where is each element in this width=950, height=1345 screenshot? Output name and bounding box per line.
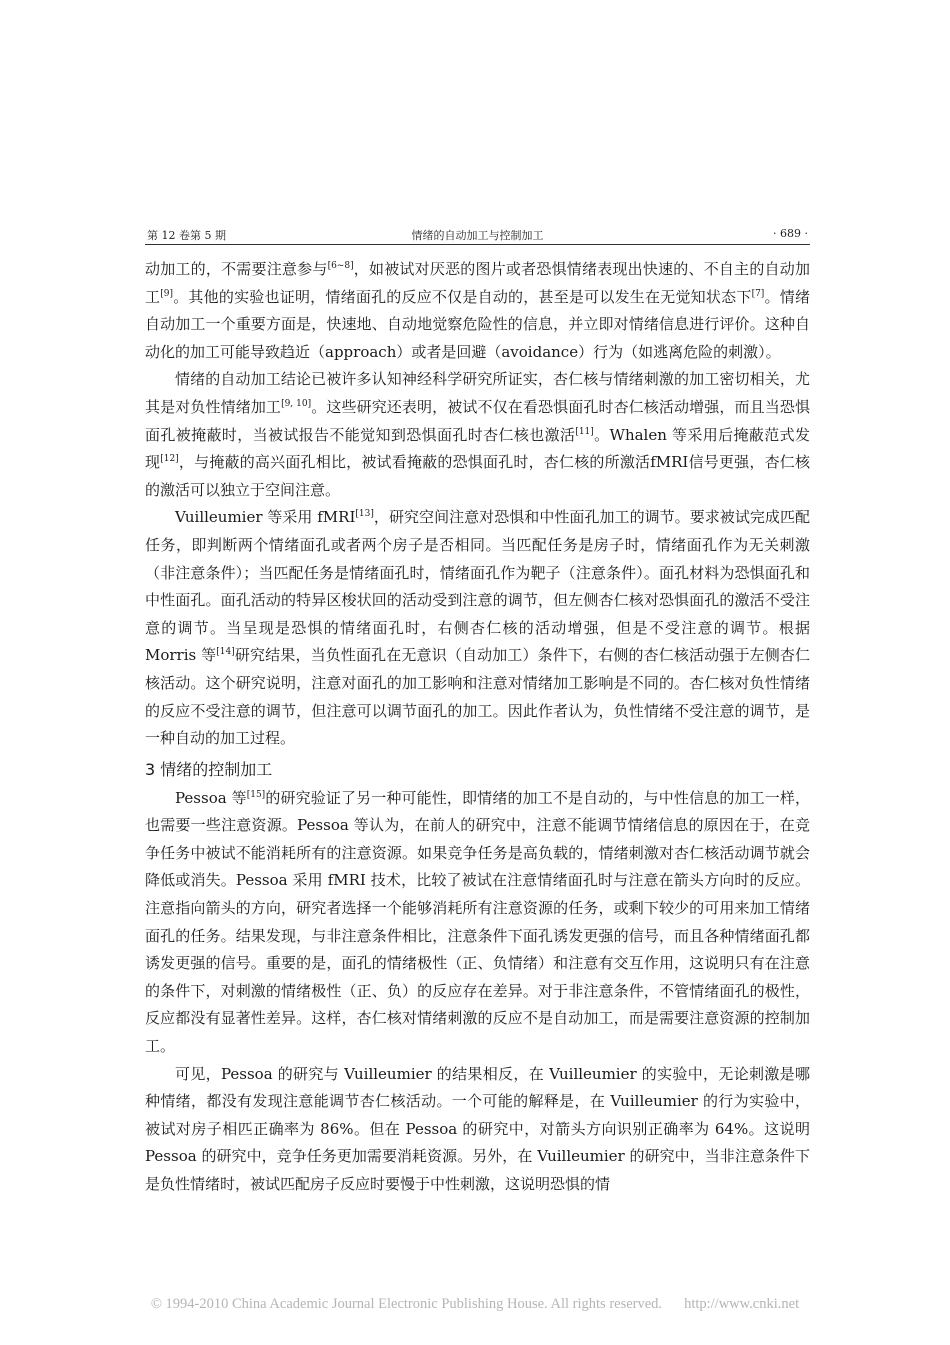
citation-ref: [12] — [160, 454, 179, 465]
paragraph-vuilleumier: Vuilleumier 等采用 fMRI[13]，研究空间注意对恐惧和中性面孔加工的调节。要求被试完成匹配任务，即判断两个情绪面孔或者两个房子是否相同。当匹配任务是房子时，情绪面孔作为无关刺激（非注意条件）；当匹配任务是情绪面孔时，情绪面孔作为靶子（注意条件）。面孔材料为恐惧面孔和中性面孔。面孔活动的特异区梭状回的活动受到注意的调节，但左侧杏仁核对恐惧面孔的激活不受注意的调节。当呈现是恐惧的情绪面孔时，右侧杏仁核的活动增强，但是不受注意的调节。根据 Morris 等[14]研究结果，当负性面孔在无意识（自动加工）条件下，右侧的杏仁核活动强于左侧杏仁核活动。这个研究说明，注意对面孔的加工影响和注意对情绪加工影响是不同的。杏仁核对负性情绪的反应不受注意的调节，但注意可以调节面孔的加工。因此作者认为，负性情绪不受注意的调节，是一种自动的加工过程。 — [145, 508, 810, 748]
journal-volume-issue: 第 12 卷第 5 期 — [147, 229, 226, 242]
citation-ref: [14] — [216, 647, 235, 658]
copyright-text: © 1994-2010 China Academic Journal Electronic Publishing House. All rights reserved. — [150, 1296, 663, 1312]
header-rule — [145, 244, 810, 245]
copyright-watermark — [0, 1296, 950, 1313]
paragraph-comparison: 可见，Pessoa 的研究与 Vuilleumier 的结果相反，在 Vuilleumier 的实验中，无论刺激是哪种情绪，都没有发现注意能调节杏仁核活动。一个可能的解释是，在 Vuilleumier 的行为实验中，被试对房子相匹正确率为 86%。但在 Pessoa 的研究中，对箭头方向识别正确率为 64%。这说明 Pessoa 的研究中，竞争任务更加需要消耗资源。另外，在 Vuilleumier 的研究中，当非注意条件下是负性情绪时，被试匹配房子反应时要慢于中性刺激，这说明恐惧的情 — [145, 1064, 810, 1193]
paragraph-continued: 动加工的，不需要注意参与[6~8]，如被试对厌恶的图片或者恐惧情绪表现出快速的、不自主的自动加工[9]。其他的实验也证明，情绪面孔的反应不仅是自动的，甚至是可以发生在无觉知状态下[7]。情绪自动加工一个重要方面是，快速地、自动地觉察危险性的信息，并立即对情绪信息进行评价。这种自动化的加工可能导致趋近（approach）或者是回避（avoidance）行为（如逃离危险的刺激）。 — [145, 260, 810, 361]
citation-ref: [6~8] — [327, 261, 354, 271]
running-title: 情绪的自动加工与控制加工 — [411, 229, 544, 242]
cnki-url: http://www.cnki.net — [684, 1296, 800, 1312]
citation-ref: [13] — [355, 509, 374, 520]
citation-ref: [9] — [160, 288, 173, 299]
citation-ref: [11] — [575, 426, 594, 437]
citation-ref: [15] — [246, 789, 266, 800]
running-header — [145, 227, 810, 245]
section-heading: 3 情绪的控制加工 — [145, 759, 273, 779]
citation-ref: [7] — [751, 288, 765, 299]
paragraph-pessoa: Pessoa 等[15]的研究验证了另一种可能性，即情绪的加工不是自动的，与中性信息的加工一样，也需要一些注意资源。Pessoa 等认为，在前人的研究中，注意不能调节情绪信息的原因在于，在竞争任务中被试不能消耗所有的注意资源。如果竞争任务是高负载的，情绪刺激对杏仁核活动调节就会降低或消失。Pessoa 采用 fMRI 技术，比较了被试在注意情绪面孔时与注意在箭头方向时的反应。注意指向箭头的方向，研究者选择一个能够消耗所有注意资源的任务，或剩下较少的可用来加工情绪面孔的任务。结果发现，与非注意条件相比，注意条件下面孔诱发更强的信号，而且各种情绪面孔都诱发更强的信号。重要的是，面孔的情绪极性（正、负情绪）和注意有交互作用，这说明只有在注意的条件下，对刺激的情绪极性（正、负）的反应存在差异。对于非注意条件，不管情绪面孔的极性，反应都没有显著性差异。这样，杏仁核对情绪刺激的反应不是自动加工，而是需要注意资源的控制加工。 — [145, 788, 810, 1056]
citation-ref: [9, 10] — [281, 398, 312, 409]
article-body — [145, 256, 810, 1199]
paragraph-amygdala: 情绪的自动加工结论已被许多认知神经科学研究所证实，杏仁核与情绪刺激的加工密切相关，尤其是对负性情绪加工[9, 10]。这些研究还表明，被试不仅在看恐惧面孔时杏仁核活动增强，而且当恐惧面孔被掩蔽时，当被试报告不能觉知到恐惧面孔时杏仁核也激活[11]。Whalen 等采用后掩蔽范式发现[12]，与掩蔽的高兴面孔相比，被试看掩蔽的恐惧面孔时，杏仁核的所激活fMRI信号更强，杏仁核的激活可以独立于空间注意。 — [145, 370, 810, 499]
page-number: · 689 · — [773, 227, 808, 240]
